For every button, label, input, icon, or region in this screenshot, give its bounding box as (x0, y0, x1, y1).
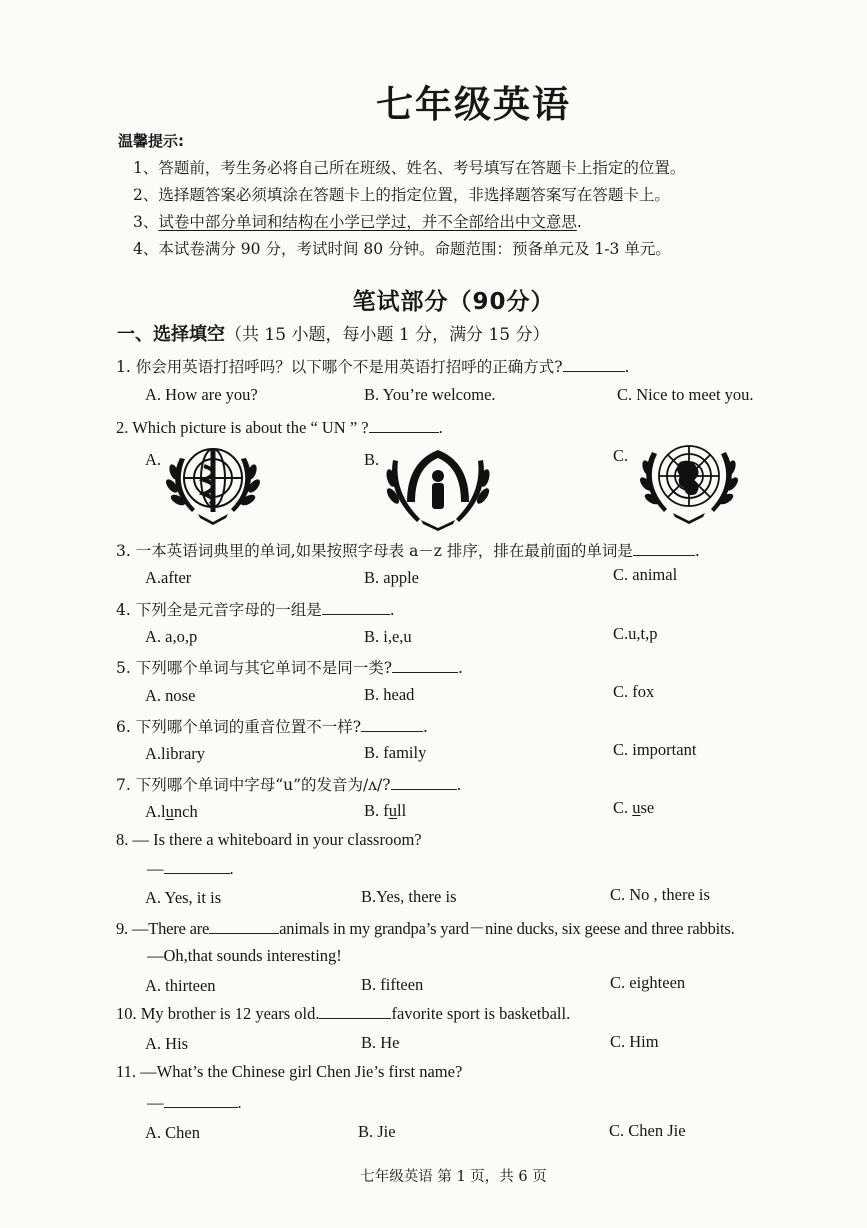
question-9: 9. —There are animals in my grandpa’s yard－nine ducks, six geese and three rabbits. (116, 919, 735, 938)
q7-option-a: A.lunch (145, 802, 198, 821)
answer-blank (164, 1093, 238, 1108)
q3-option-a: A.after (145, 568, 192, 587)
q9-option-b: B. fifteen (361, 975, 424, 994)
q10-option-b: B. He (361, 1033, 400, 1052)
q5-option-b: B. head (364, 685, 415, 704)
page-title: 七年级英语 (376, 83, 571, 126)
answer-blank (369, 418, 439, 433)
question-1: 1. 你会用英语打招呼吗？以下哪个不是用英语打招呼的正确方式? . (116, 358, 630, 376)
q1-option-a: A. How are you? (145, 385, 258, 404)
q1-option-b: B. You’re welcome. (364, 385, 496, 404)
part-label: 一、选择填空 (117, 324, 225, 345)
q3-option-c: C. animal (613, 565, 678, 584)
question-11: 11. —What’s the Chinese girl Chen Jie’s first name? (116, 1062, 463, 1081)
tip-1: 1、答题前，考生务必将自己所在班级、姓名、考号填写在答题卡上指定的位置。 (133, 159, 686, 177)
q4-option-c: C.u,t,p (613, 624, 658, 643)
q8-option-b: B.Yes, there is (361, 887, 457, 906)
answer-blank (392, 658, 458, 673)
answer-blank (164, 859, 230, 874)
question-6: 6. 下列哪个单词的重音位置不一样? . (116, 718, 428, 736)
q2-option-b: B. (364, 450, 380, 469)
question-7: 7. 下列哪个单词中字母“u”的发音为/ʌ/? . (116, 776, 462, 794)
answer-blank (563, 357, 625, 372)
q8-option-a: A. Yes, it is (145, 888, 222, 907)
question-8: 8. — Is there a whiteboard in your classroom? (116, 830, 422, 849)
answer-blank (319, 1004, 391, 1019)
tip-4: 4、本试卷满分 90 分，考试时间 80 分钟。命题范围：预备单元及 1-3 单元。 (133, 240, 671, 258)
q9-option-a: A. thirteen (145, 976, 216, 995)
question-4: 4. 下列全是元音字母的一组是 . (116, 601, 395, 619)
q8-answer-line: — . (147, 859, 234, 878)
answer-blank (322, 600, 390, 615)
q10-option-a: A. His (145, 1034, 189, 1053)
q4-option-b: B. i,e,u (364, 627, 412, 646)
question-5: 5. 下列哪个单词与其它单词不是同一类? . (116, 659, 463, 677)
q10-option-c: C. Him (610, 1032, 659, 1051)
q9-option-c: C. eighteen (610, 973, 686, 992)
q2-option-c: C. (613, 446, 629, 465)
q5-option-a: A. nose (145, 686, 196, 705)
page-footer: 七年级英语 第 1 页，共 6 页 (360, 1169, 547, 1185)
question-10: 10. My brother is 12 years old. favorite sport is basketball. (116, 1004, 571, 1023)
q11-option-c: C. Chen Jie (609, 1121, 686, 1140)
tip-2: 2、选择题答案必须填涂在答题卡上的指定位置，非选择题答案写在答题卡上。 (133, 186, 670, 204)
tip-3-text: 试卷中部分单词和结构在小学已学过，并不全部给出中文意思 (158, 213, 577, 231)
question-2: 2. Which picture is about the “ UN ” ? . (116, 418, 443, 437)
part-note: （共 15 小题，每小题 1 分，满分 15 分） (225, 325, 550, 345)
unhcr-emblem-icon (385, 442, 491, 532)
q2-option-a: A. (145, 450, 162, 469)
q7-option-c: C. use (613, 798, 655, 817)
q11-option-b: B. Jie (358, 1122, 396, 1141)
q6-option-c: C. important (613, 740, 697, 759)
q4-option-a: A. a,o,p (145, 627, 198, 646)
who-emblem-icon (160, 438, 266, 528)
tip-3: 3、试卷中部分单词和结构在小学已学过，并不全部给出中文意思. (133, 213, 582, 231)
q11-answer-line: — . (147, 1093, 242, 1112)
q8-option-c: C. No , there is (610, 885, 710, 904)
un-emblem-icon (636, 436, 742, 526)
part-heading (117, 320, 550, 346)
tips-heading: 温馨提示: (118, 132, 184, 150)
answer-blank (391, 775, 457, 790)
q9-reply: —Oh,that sounds interesting! (147, 946, 342, 965)
q6-option-a: A.library (145, 744, 206, 763)
question-3: 3. 一本英语词典里的单词,如果按照字母表 a－z 排序，排在最前面的单词是 . (116, 542, 700, 560)
answer-blank (361, 717, 423, 732)
answer-blank (633, 541, 695, 556)
section-title: 笔试部分（90分） (352, 289, 555, 315)
answer-blank (209, 919, 279, 934)
q11-option-a: A. Chen (145, 1123, 200, 1142)
q5-option-c: C. fox (613, 682, 655, 701)
q7-option-b: B. full (364, 801, 407, 820)
q6-option-b: B. family (364, 743, 427, 762)
q3-option-b: B. apple (364, 568, 419, 587)
q1-option-c: C. Nice to meet you. (617, 385, 754, 404)
